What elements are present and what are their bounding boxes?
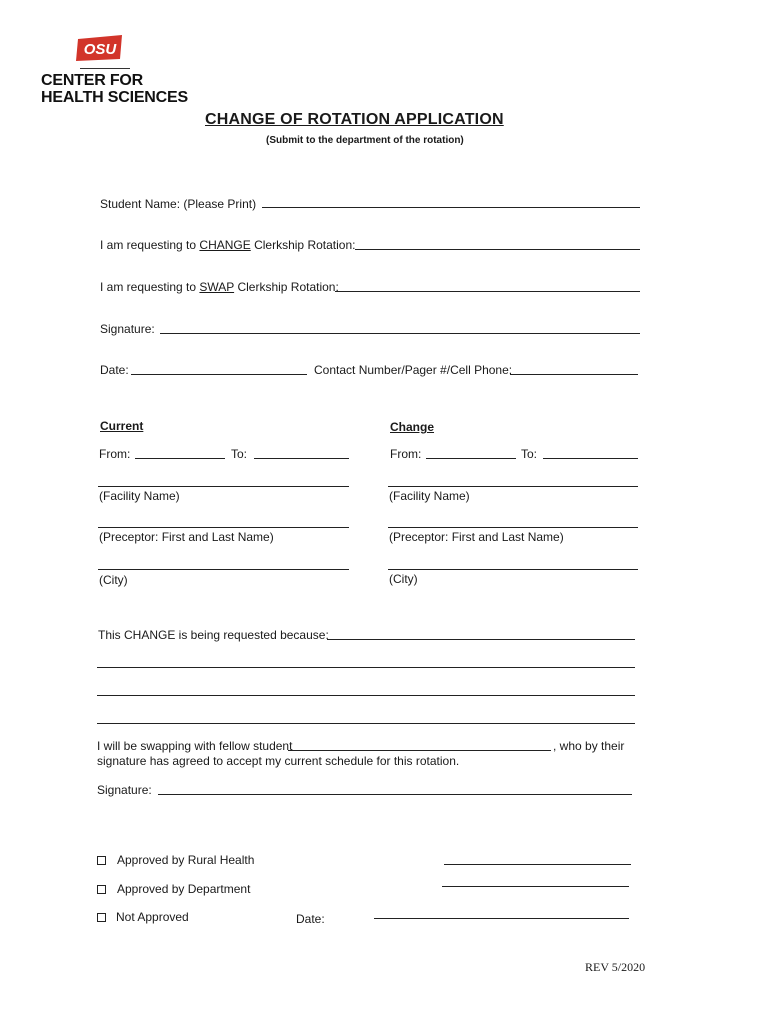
page-title: CHANGE OF ROTATION APPLICATION (205, 111, 504, 128)
current-from-field[interactable] (135, 458, 225, 459)
change-city-field[interactable] (388, 569, 638, 570)
contact-label: Contact Number/Pager #/Cell Phone: (314, 363, 513, 377)
change-rotation-label (100, 238, 355, 252)
reason-field-line1[interactable] (327, 639, 635, 640)
swap-student-field[interactable] (288, 750, 551, 751)
reason-label: This CHANGE is being requested because: (98, 628, 329, 642)
swap-suffix: Clerkship Rotation: (237, 280, 339, 294)
change-from-field[interactable] (426, 458, 516, 459)
logo-text: OSU (83, 41, 117, 58)
change-facility-label: (Facility Name) (389, 489, 470, 503)
current-preceptor-label: (Preceptor: First and Last Name) (99, 530, 274, 544)
approved-rural-health-label: Approved by Rural Health (117, 853, 255, 867)
change-rotation-field[interactable] (355, 249, 640, 250)
swap-signature-label: Signature: (97, 783, 152, 797)
approved-department-label: Approved by Department (117, 882, 251, 896)
reason-field-line2[interactable] (97, 667, 635, 668)
date-field[interactable] (131, 374, 307, 375)
logo-divider (80, 68, 130, 69)
change-preceptor-field[interactable] (388, 527, 638, 528)
change-to-field[interactable] (543, 458, 638, 459)
signature-field[interactable] (160, 333, 640, 334)
change-from-label: From: (390, 447, 422, 461)
current-facility-label: (Facility Name) (99, 489, 180, 503)
swap-rotation-label (100, 280, 339, 294)
contact-field[interactable] (510, 374, 638, 375)
osu-logo-icon (74, 33, 126, 63)
change-prefix: I am requesting to (100, 238, 197, 252)
approved-rural-health-field[interactable] (444, 864, 631, 865)
approval-date-label: Date: (296, 912, 325, 926)
reason-field-line3[interactable] (97, 695, 635, 696)
current-city-field[interactable] (98, 569, 349, 570)
signature-label: Signature: (100, 322, 155, 336)
not-approved-label: Not Approved (116, 910, 189, 924)
revision-label: REV 5/2020 (585, 960, 646, 974)
change-preceptor-label: (Preceptor: First and Last Name) (389, 530, 564, 544)
not-approved-checkbox[interactable] (97, 913, 106, 922)
approved-department-checkbox[interactable] (97, 885, 106, 894)
date-label: Date: (100, 363, 129, 377)
change-facility-field[interactable] (388, 486, 638, 487)
change-heading: Change (390, 420, 435, 434)
approved-rural-health-checkbox[interactable] (97, 856, 106, 865)
swap-statement-line2: signature has agreed to accept my current schedule for this rotation. (97, 754, 460, 768)
swap-statement-part1: I will be swapping with fellow student (97, 739, 293, 753)
page-subtitle: (Submit to the department of the rotation) (266, 135, 464, 146)
current-heading: Current (100, 419, 144, 433)
org-name-line1: CENTER FOR (41, 72, 144, 89)
approved-department-field[interactable] (442, 886, 629, 887)
student-name-label: Student Name: (Please Print) (100, 197, 257, 211)
approval-date-field[interactable] (374, 918, 629, 919)
swap-word: SWAP (199, 280, 235, 294)
swap-statement-part2: , who by their (553, 739, 625, 753)
swap-signature-field[interactable] (158, 794, 632, 795)
org-name-line2: HEALTH SCIENCES (41, 89, 188, 106)
swap-prefix: I am requesting to (100, 280, 197, 294)
change-suffix: Clerkship Rotation: (254, 238, 356, 252)
current-facility-field[interactable] (98, 486, 349, 487)
current-to-label: To: (231, 447, 248, 461)
change-word: CHANGE (199, 238, 251, 252)
student-name-field[interactable] (262, 207, 640, 208)
change-city-label: (City) (389, 572, 418, 586)
current-from-label: From: (99, 447, 131, 461)
reason-field-line4[interactable] (97, 723, 635, 724)
swap-rotation-field[interactable] (335, 291, 640, 292)
current-to-field[interactable] (254, 458, 349, 459)
current-city-label: (City) (99, 573, 128, 587)
change-to-label: To: (521, 447, 538, 461)
current-preceptor-field[interactable] (98, 527, 349, 528)
